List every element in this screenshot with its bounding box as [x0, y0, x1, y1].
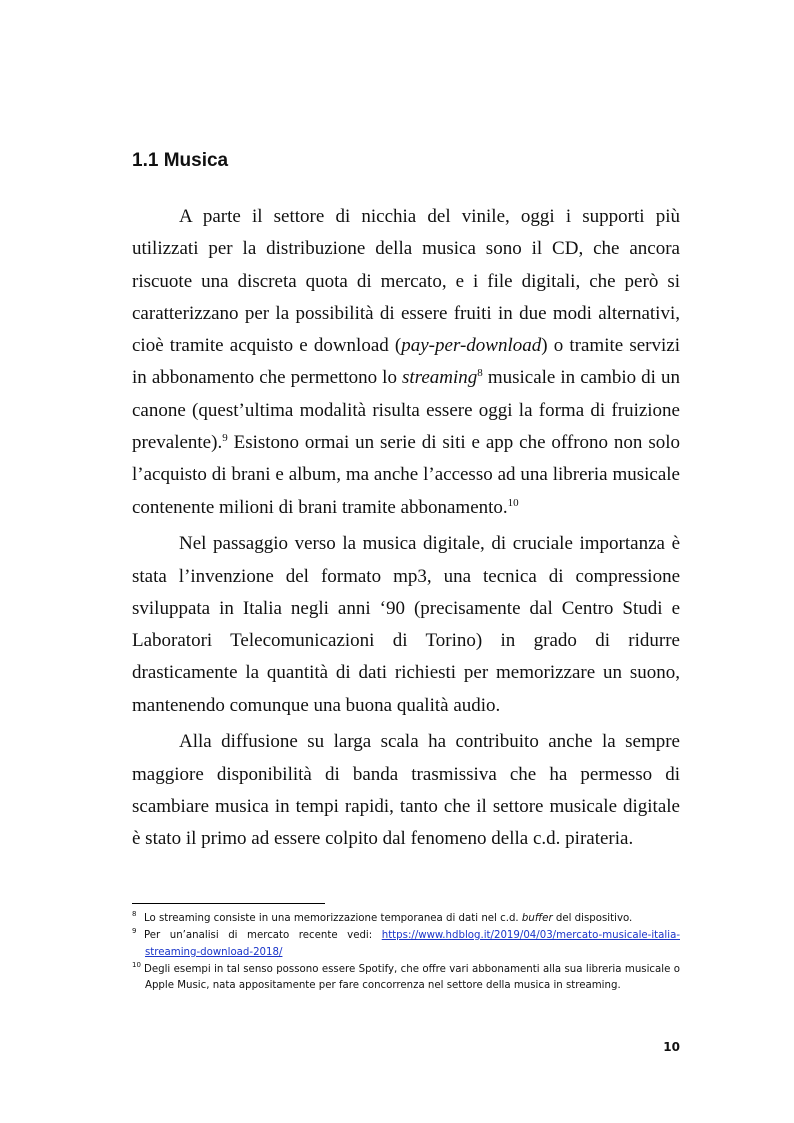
footnote-separator	[132, 903, 325, 904]
p1-text-e: musicale in cambio di un canone (quest’ultima modalità risulta essere oggi la forma di fruizione prevalente).	[132, 367, 680, 454]
page-number: 10	[663, 1040, 680, 1054]
p1-italic-pay-per-download: pay-per-download	[401, 335, 542, 357]
section-heading: 1.1 Musica	[132, 150, 229, 171]
footnote-9-text: Per un’analisi di mercato recente vedi:	[144, 930, 382, 941]
footnote-9-link[interactable]: https://www.hdblog.it/2019/04/03/mercato-musicale-italia-streaming-download-2018/	[145, 930, 680, 958]
footnotes	[132, 911, 680, 995]
footnote-ref-9[interactable]: 9	[222, 432, 228, 445]
paragraph-2: Nel passaggio verso la musica digitale, di cruciale importanza è stata l’invenzione del formato mp3, una tecnica di compressione sviluppata in Italia negli anni ‘90 (precisamente dal Centro Studi e Laboratori Telecomunicazioni di Torino) in grado di ridurre drasticamente la quantità di dati richiesti per memorizzare un suono, mantenendo comunque una buona qualità audio.	[132, 533, 680, 716]
p1-italic-streaming: streaming	[402, 367, 478, 389]
p1-text-f: Esistono ormai un serie di siti e app che offrono non solo l’acquisto di brani e album, ma anche l’accesso ad una libreria musicale contenente milioni di brani tramite abbonamento.	[132, 432, 680, 518]
footnote-8-italic-buffer: buffer	[521, 913, 553, 924]
footnote-8: 8 Lo streaming consiste in una memorizzazione temporanea di dati nel c.d. buffer del dispositivo.	[132, 910, 633, 924]
p1-text-a: A parte il settore di nicchia del vinile, oggi i supporti più utilizzati per la distribuzione della musica sono il CD, che ancora riscuote una discreta quota di mercato, e i file digitali, che però si caratterizzano per la possibilità di essere fruiti in due modi alternativi, cioè tramite acquisto e download (	[132, 206, 680, 357]
body-text	[132, 201, 680, 860]
paragraph-3: Alla diffusione su larga scala ha contribuito anche la sempre maggiore disponibilità di banda trasmissiva che ha permesso di scambiare musica in tempi rapidi, tanto che il settore musicale digitale è stato il primo ad essere colpito dal fenomeno della c.d. pirateria.	[132, 731, 680, 850]
footnote-8-text-a: Lo streaming consiste in una memorizzazione temporanea di dati nel c.d.	[144, 913, 522, 924]
p1-text-c: ) o tramite servizi in abbonamento che permettono lo	[132, 335, 680, 389]
footnote-8-text-c: del dispositivo.	[552, 913, 633, 924]
footnote-ref-8[interactable]: 8	[477, 367, 483, 380]
footnote-ref-10[interactable]: 10	[507, 496, 519, 509]
footnote-9: 9 Per un’analisi di mercato recente vedi: https://www.hdblog.it/2019/04/03/mercato-musicale-italia-streaming-download-2018/	[132, 927, 680, 958]
footnote-10: 10 Degli esempi in tal senso possono essere Spotify, che offre vari abbonamenti alla sua libreria musicale o Apple Music, nata appositamente per fare concorrenza nel settore della musica in streaming.	[132, 960, 680, 991]
paragraph-1	[132, 201, 680, 524]
footnote-10-text: Degli esempi in tal senso possono essere Spotify, che offre vari abbonamenti alla sua libreria musicale o Apple Music, nata appositamente per fare concorrenza nel settore della musica in streaming.	[144, 963, 680, 991]
